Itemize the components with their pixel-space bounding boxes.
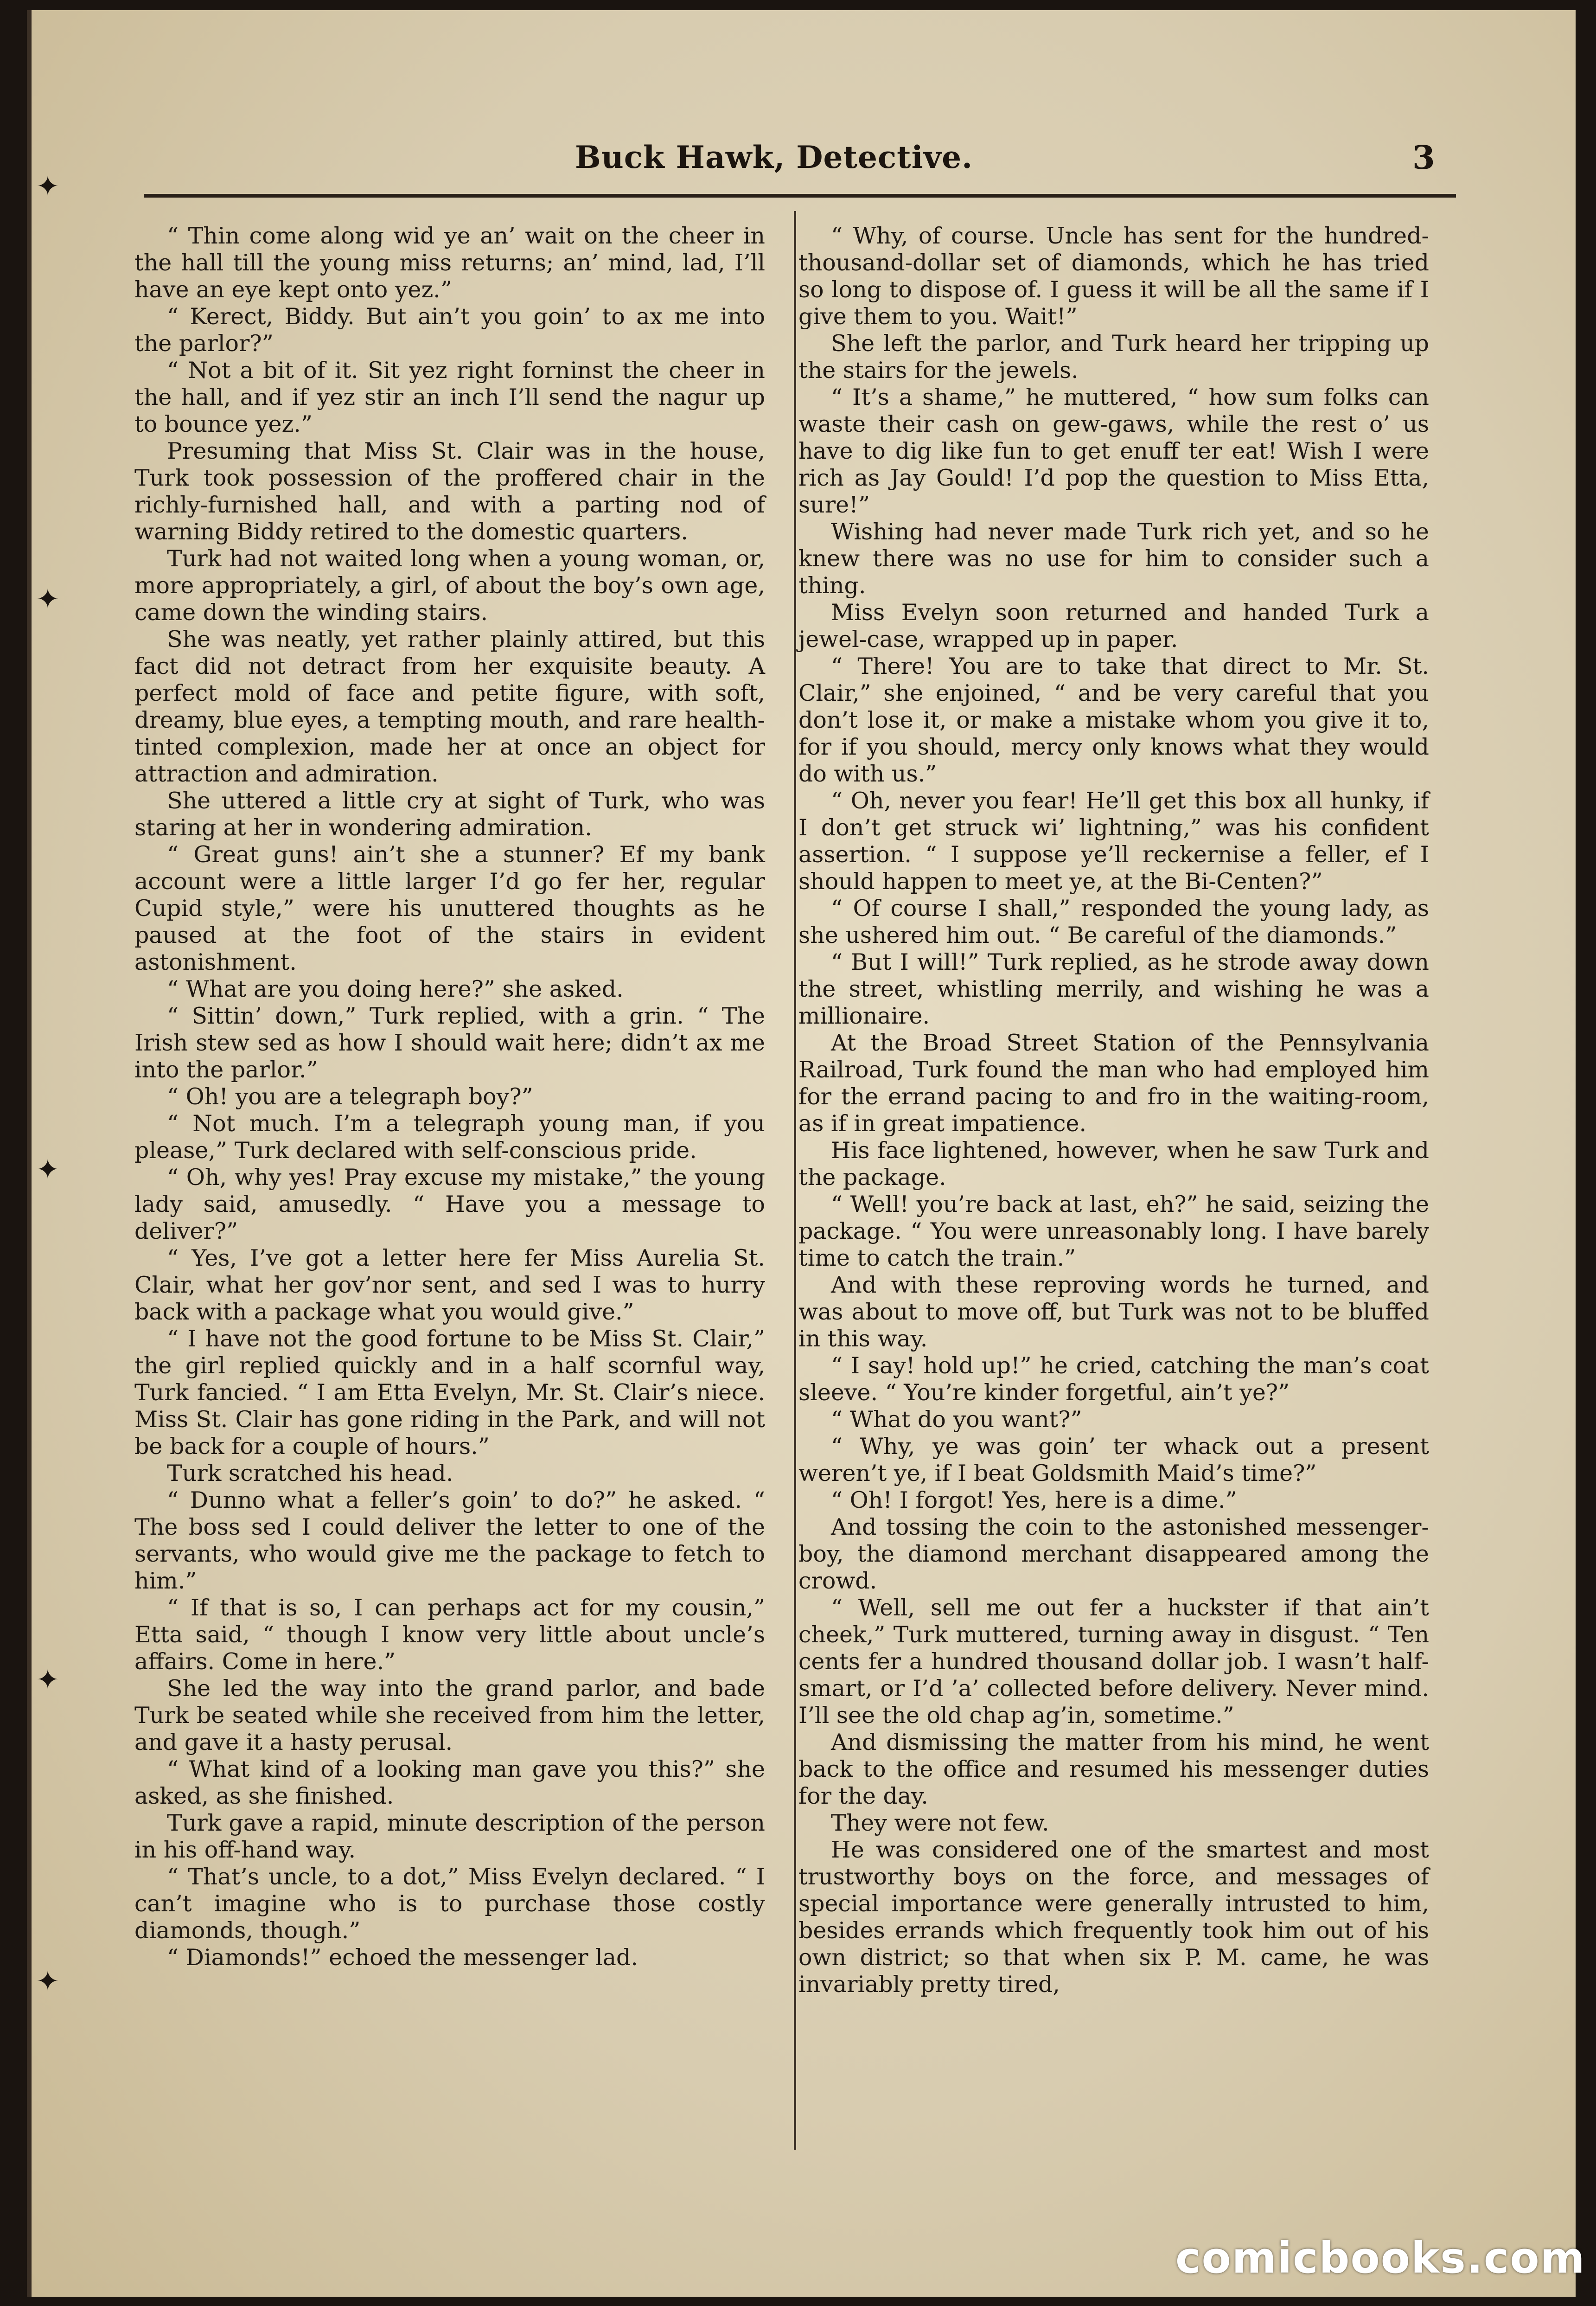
- paragraph: And with these reproving words he turned, and was about to move off, but Turk was not to be bluffed in this way.: [798, 1272, 1429, 1352]
- right-column: [798, 223, 1429, 1998]
- paragraph: “ Why, of course. Uncle has sent for the hundred-thousand-dollar set of diamonds, which he has tried so long to dispose of. I guess it will be all the same if I give them to you. Wait!”: [798, 223, 1429, 330]
- paragraph: “ Kerect, Biddy. But ain’t you goin’ to ax me into the parlor?”: [134, 303, 765, 357]
- paragraph: They were not few.: [831, 1810, 1049, 1836]
- paragraph: “ What are you doing here?” she asked.: [167, 976, 624, 1002]
- paragraph: “ Sittin’ down,” Turk replied, with a grin. “ The Irish stew sed as how I should wait here; didn’t ax me into the parlor.”: [134, 1003, 765, 1083]
- running-header-title: Buck Hawk, Detective.: [575, 139, 973, 175]
- paragraph: He was considered one of the smartest and most trustworthy boys on the force, and messages of special importance were generally intrusted to him, besides errands which frequently took him out of his own district; so that when six P. M. came, he was invariably pretty tired,: [798, 1837, 1429, 1998]
- paragraph: “ Not much. I’m a telegraph young man, if you please,” Turk declared with self-conscious pride.: [134, 1110, 765, 1164]
- paragraph: “ There! You are to take that direct to Mr. St. Clair,” she enjoined, “ and be very careful that you don’t lose it, or make a mistake whom you give it to, for if you should, mercy only knows what they would do with us.”: [798, 653, 1429, 787]
- paragraph: “ Diamonds!” echoed the messenger lad.: [167, 1944, 638, 1971]
- paragraph: She led the way into the grand parlor, and bade Turk be seated while she received from him the letter, and gave it a hasty perusal.: [134, 1675, 765, 1755]
- paragraph: “ If that is so, I can perhaps act for my cousin,” Etta said, “ though I know very little about uncle’s affairs. Come in here.”: [134, 1595, 765, 1675]
- left-column: [134, 223, 765, 1971]
- staple-mark: ✦: [36, 1153, 60, 1186]
- paragraph: “ Why, ye was goin’ ter whack out a present weren’t ye, if I beat Goldsmith Maid’s time?”: [798, 1433, 1429, 1486]
- paragraph: “ Oh, never you fear! He’ll get this box all hunky, if I don’t get struck wi’ lightning,” was his confident assertion. “ I suppose ye’ll reckernise a feller, ef I should happen to meet ye, at the Bi-Centen?”: [798, 788, 1429, 895]
- paragraph: “ Well! you’re back at last, eh?” he said, seizing the package. “ You were unreasonably long. I have barely time to catch the train.”: [798, 1191, 1429, 1271]
- paragraph: “ But I will!” Turk replied, as he strode away down the street, whistling merrily, and wishing he was a millionaire.: [798, 949, 1429, 1029]
- paragraph: His face lightened, however, when he saw Turk and the package.: [798, 1137, 1429, 1191]
- page-number: 3: [1412, 138, 1435, 177]
- paragraph: “ Of course I shall,” responded the young lady, as she ushered him out. “ Be careful of the diamonds.”: [798, 895, 1429, 948]
- staple-mark: ✦: [36, 583, 60, 615]
- paragraph: Turk scratched his head.: [167, 1460, 453, 1486]
- paragraph: “ I have not the good fortune to be Miss St. Clair,” the girl replied quickly and in a half scornful way, Turk fancied. “ I am Etta Evelyn, Mr. St. Clair’s niece. Miss St. Clair has gone riding in the Park, and will not be back for a couple of hours.”: [134, 1326, 765, 1460]
- paragraph: “ I say! hold up!” he cried, catching the man’s coat sleeve. “ You’re kinder forgetful, ain’t ye?”: [798, 1352, 1429, 1406]
- paragraph: “ Dunno what a feller’s goin’ to do?” he asked. “ The boss sed I could deliver the letter to one of the servants, who would give me the package to fetch to him.”: [134, 1487, 765, 1594]
- paragraph: She left the parlor, and Turk heard her tripping up the stairs for the jewels.: [798, 330, 1429, 384]
- paragraph: She uttered a little cry at sight of Turk, who was staring at her in wondering admiration.: [134, 788, 765, 841]
- paragraph: Wishing had never made Turk rich yet, and so he knew there was no use for him to consider such a thing.: [798, 519, 1429, 599]
- paragraph: “ Oh! I forgot! Yes, here is a dime.”: [831, 1487, 1237, 1513]
- column-divider: [794, 211, 796, 2150]
- staple-mark: ✦: [36, 1965, 60, 1998]
- paragraph: “ That’s uncle, to a dot,” Miss Evelyn declared. “ I can’t imagine who is to purchase those costly diamonds, though.”: [134, 1864, 765, 1944]
- paragraph: “ Great guns! ain’t she a stunner? Ef my bank account were a little larger I’d go fer her, regular Cupid style,” were his unuttered thoughts as he paused at the foot of the stairs in evident astonishment.: [134, 841, 765, 975]
- paragraph: “ It’s a shame,” he muttered, “ how sum folks can waste their cash on gew-gaws, while the rest o’ us have to dig like fun to get enuff ter eat! Wish I were rich as Jay Gould! I’d pop the question to Miss Etta, sure!”: [798, 384, 1429, 518]
- paragraph: “ Oh, why yes! Pray excuse my mistake,” the young lady said, amusedly. “ Have you a message to deliver?”: [134, 1164, 765, 1244]
- site-watermark: comicbooks.com: [1175, 2233, 1586, 2283]
- paragraph: She was neatly, yet rather plainly attired, but this fact did not detract from her exquisite beauty. A perfect mold of face and petite figure, with soft, dreamy, blue eyes, a tempting mouth, and rare health-tinted complexion, made her at once an object for attraction and admiration.: [134, 626, 765, 787]
- paragraph: “ What do you want?”: [831, 1406, 1082, 1433]
- paragraph: At the Broad Street Station of the Pennsylvania Railroad, Turk found the man who had employed him for the errand pacing to and fro in the waiting-room, as if in great impatience.: [798, 1030, 1429, 1137]
- paragraph: “ What kind of a looking man gave you this?” she asked, as she finished.: [134, 1756, 765, 1809]
- paragraph: “ Oh! you are a telegraph boy?”: [167, 1083, 533, 1110]
- paragraph: Turk had not waited long when a young woman, or, more appropriately, a girl, of about the boy’s own age, came down the winding stairs.: [134, 545, 765, 626]
- paragraph: Turk gave a rapid, minute description of the person in his off-hand way.: [134, 1810, 765, 1863]
- paragraph: “ Thin come along wid ye an’ wait on the cheer in the hall till the young miss returns; an’ mind, lad, I’ll have an eye kept onto yez.”: [134, 223, 765, 303]
- header-rule: [144, 194, 1456, 198]
- paragraph: “ Well, sell me out fer a huckster if that ain’t cheek,” Turk muttered, turning away in disgust. “ Ten cents fer a hundred thousand dollar job. I wasn’t half-smart, or I’d ’a’ collected before delivery. Never mind. I’ll see the old chap ag’in, sometime.”: [798, 1595, 1429, 1729]
- paragraph: Presuming that Miss St. Clair was in the house, Turk took possession of the proffered chair in the richly-furnished hall, and with a parting nod of warning Biddy retired to the domestic quarters.: [134, 438, 765, 545]
- paragraph: Miss Evelyn soon returned and handed Turk a jewel-case, wrapped up in paper.: [798, 599, 1429, 653]
- staple-mark: ✦: [36, 170, 60, 203]
- paragraph: “ Not a bit of it. Sit yez right forninst the cheer in the hall, and if yez stir an inch I’ll send the nagur up to bounce yez.”: [134, 357, 765, 437]
- paragraph: “ Yes, I’ve got a letter here fer Miss Aurelia St. Clair, what her gov’nor sent, and sed I was to hurry back with a package what you would give.”: [134, 1245, 765, 1325]
- paragraph: And dismissing the matter from his mind, he went back to the office and resumed his messenger duties for the day.: [798, 1729, 1429, 1809]
- staple-mark: ✦: [36, 1664, 60, 1696]
- paragraph: And tossing the coin to the astonished messenger-boy, the diamond merchant disappeared among the crowd.: [798, 1514, 1429, 1594]
